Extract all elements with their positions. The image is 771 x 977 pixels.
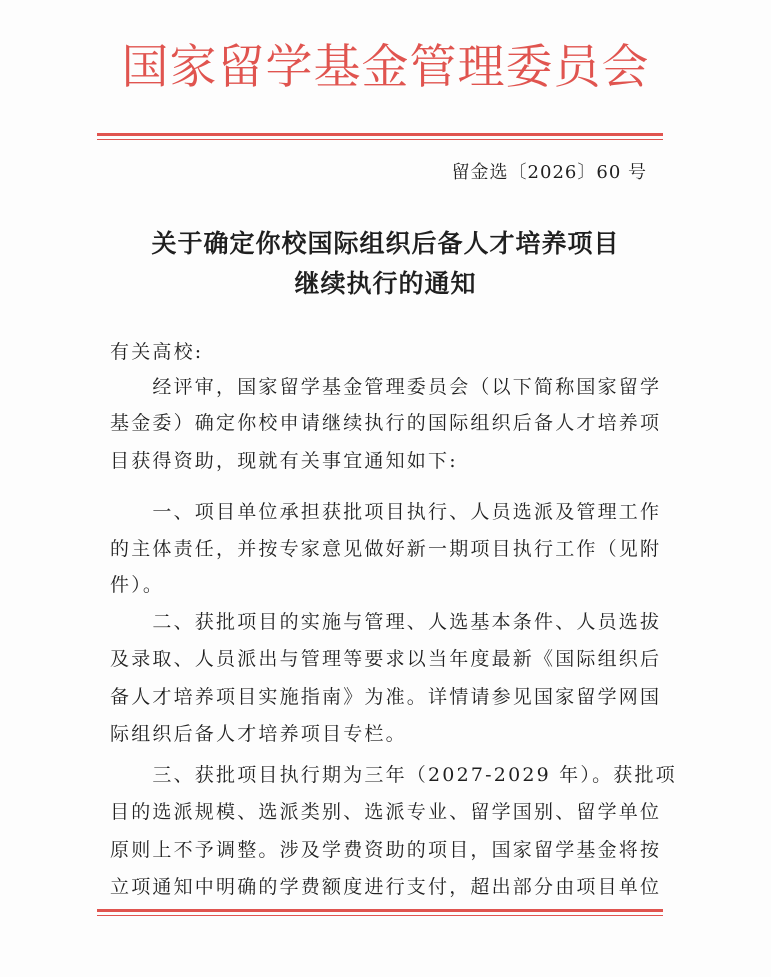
body-line: 一、项目单位承担获批项目执行、人员选派及管理工作 bbox=[110, 501, 662, 523]
body-line: 三、获批项目执行期为三年（2027-2029 年）。获批项 bbox=[110, 764, 677, 786]
letterhead-org-name: 国家留学基金管理委员会 bbox=[121, 40, 650, 95]
red-rule-thick bbox=[97, 133, 663, 136]
letterhead-red-rule bbox=[97, 133, 663, 140]
document-title-line-2: 继续执行的通知 bbox=[294, 269, 477, 298]
red-rule-thin bbox=[97, 139, 663, 140]
body-line: 原则上不予调整。涉及学费资助的项目，国家留学基金将按 bbox=[110, 839, 662, 861]
body-line: 经评审，国家留学基金管理委员会（以下简称国家留学 bbox=[110, 376, 662, 398]
body-line: 备人才培养项目实施指南》为准。详情请参见国家留学网国 bbox=[110, 686, 662, 708]
body-line: 件）。 bbox=[110, 574, 165, 596]
body-line: 立项通知中明确的学费额度进行支付，超出部分由项目单位 bbox=[110, 876, 662, 898]
body-line: 目获得资助，现就有关事宜通知如下: bbox=[110, 450, 458, 472]
body-line: 二、获批项目的实施与管理、人选基本条件、人员选拔 bbox=[110, 611, 662, 633]
red-rule-thin bbox=[97, 915, 663, 916]
body-line: 际组织后备人才培养项目专栏。 bbox=[110, 723, 407, 745]
red-rule-thick bbox=[97, 909, 663, 912]
salutation: 有关高校: bbox=[110, 341, 204, 363]
body-line: 目的选派规模、选派类别、选派专业、留学国别、留学单位 bbox=[110, 801, 662, 823]
document-title-line-1: 关于确定你校国际组织后备人才培养项目 bbox=[151, 229, 620, 258]
footer-red-rule bbox=[97, 909, 663, 916]
body-line: 的主体责任，并按专家意见做好新一期项目执行工作（见附 bbox=[110, 538, 662, 560]
document-number: 留金选〔2026〕60 号 bbox=[451, 162, 647, 183]
body-line: 及录取、人员派出与管理等要求以当年度最新《国际组织后 bbox=[110, 648, 662, 670]
body-line: 基金委）确定你校申请继续执行的国际组织后备人才培养项 bbox=[110, 412, 662, 434]
